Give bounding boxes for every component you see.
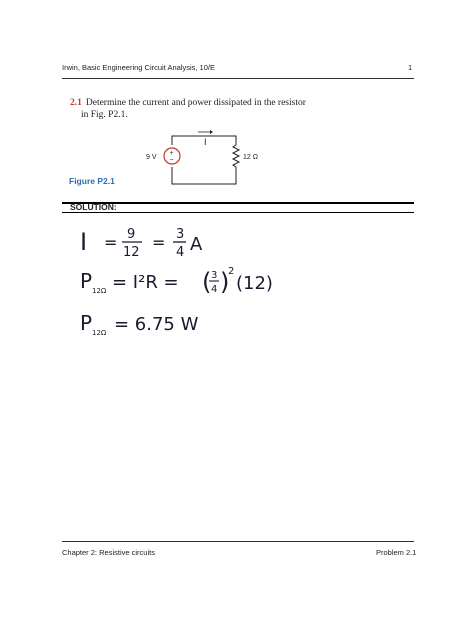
footer-chapter: Chapter 2: Resistive circuits [62, 548, 155, 557]
eq3-rhs: = 6.75 W [114, 314, 199, 335]
eq2-lhs: P [80, 269, 93, 293]
eq2-paren-num: 3 [211, 270, 218, 281]
source-label: 9 V [146, 154, 157, 161]
circuit-diagram [146, 128, 260, 188]
eq1-frac1-den: 12 [123, 245, 140, 260]
problem-text-line1: Determine the current and power dissipated in the resistor [85, 98, 306, 108]
eq1-equals2: = [152, 233, 166, 252]
eq1-lhs: I [80, 228, 88, 256]
problem-text-line2: in Fig. P2.1. [81, 110, 128, 120]
eq3-lhs-sub: 12Ω [92, 329, 107, 337]
equation-result [80, 306, 280, 342]
source-minus: − [169, 157, 174, 164]
eq2-mid: = I²R = [112, 272, 179, 293]
header-page-number: 1 [408, 63, 413, 72]
header-divider [62, 78, 414, 79]
eq1-equals: = [104, 233, 118, 252]
eq1-frac2-num: 3 [176, 227, 185, 242]
equation-power [80, 262, 280, 302]
eq2-open-paren: ( [202, 268, 212, 296]
solution-divider-bottom [62, 212, 414, 213]
source-plus: + [169, 150, 174, 157]
problem-statement [70, 97, 306, 110]
eq1-unit: A [190, 234, 203, 255]
eq1-frac2-den: 4 [176, 245, 185, 260]
equation-current [80, 220, 280, 265]
footer-problem: Problem 2.1 [376, 548, 417, 557]
eq2-tail: (12) [236, 273, 273, 294]
problem-number: 2.1 [70, 98, 82, 108]
bottom-wire [172, 167, 236, 184]
footer-divider [62, 541, 414, 542]
eq2-exponent: 2 [228, 266, 235, 277]
eq3-lhs: P [80, 311, 93, 335]
header-book-title: Irwin, Basic Engineering Circuit Analysis, 10/E [62, 63, 215, 72]
current-arrowhead [210, 130, 213, 134]
eq2-close-paren: ) [220, 268, 230, 296]
eq1-frac1-num: 9 [127, 227, 136, 242]
current-label: I [204, 137, 207, 147]
eq2-lhs-sub: 12Ω [92, 287, 107, 295]
eq2-paren-den: 4 [211, 284, 218, 295]
resistor-icon [233, 145, 239, 167]
figure-label: Figure P2.1 [69, 176, 115, 186]
solution-heading: SOLUTION: [70, 202, 117, 212]
resistor-label: 12 Ω [243, 154, 258, 161]
